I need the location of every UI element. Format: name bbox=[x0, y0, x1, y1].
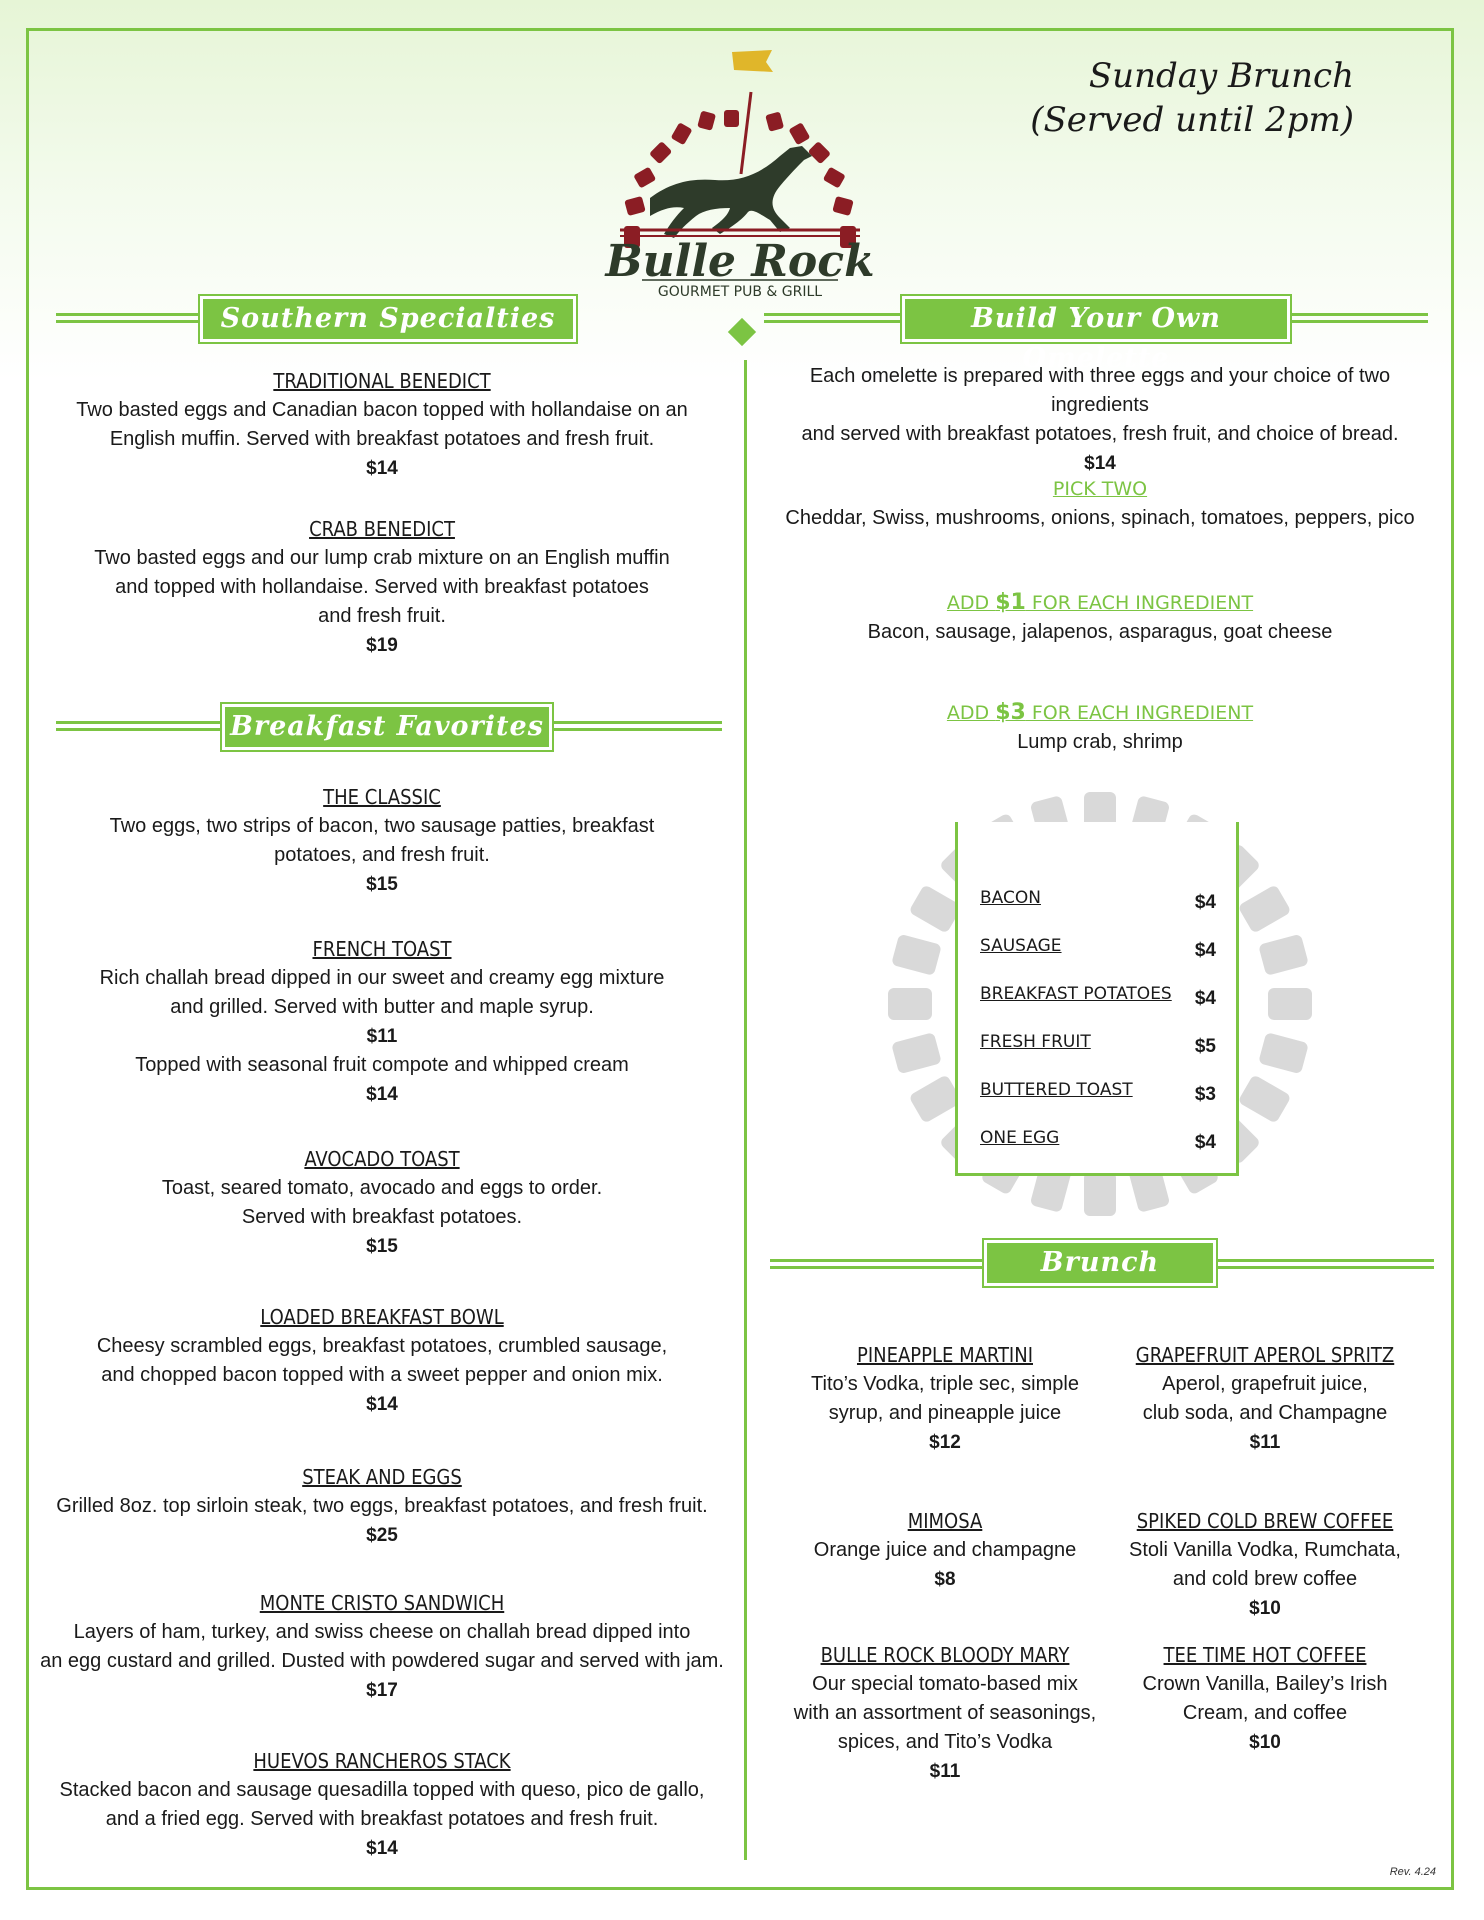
side-item-fresh-fruit bbox=[980, 1032, 1216, 1062]
menu-item-steak-and-eggs bbox=[36, 1462, 728, 1550]
item-name: CRAB BENEDICT bbox=[309, 517, 455, 541]
drink-description-line: with an assortment of seasonings, bbox=[793, 1702, 1097, 1724]
omelette-add-3 bbox=[762, 698, 1438, 757]
item-name: FRENCH TOAST bbox=[312, 937, 452, 961]
menu-item-traditional-benedict bbox=[46, 366, 718, 483]
drink-spiked-cold-brew-coffee bbox=[1110, 1506, 1420, 1623]
drink-price: $8 bbox=[934, 1569, 956, 1590]
drink-description-line: club soda, and Champagne bbox=[1142, 1402, 1388, 1424]
drink-tee-time-hot-coffee bbox=[1110, 1640, 1420, 1757]
drink-price: $10 bbox=[1249, 1732, 1281, 1753]
drink-pineapple-martini bbox=[780, 1340, 1110, 1457]
header-line-1: Sunday Brunch bbox=[1088, 56, 1354, 96]
bulle-rock-logo bbox=[605, 48, 875, 300]
add-1-items: Bacon, sausage, jalapenos, asparagus, goat cheese bbox=[867, 621, 1333, 643]
item-price: $19 bbox=[366, 635, 398, 656]
item-name: AVOCADO TOAST bbox=[304, 1147, 460, 1171]
side-item-name: BUTTERED TOAST bbox=[980, 1080, 1133, 1100]
drink-bulle-rock-bloody-mary bbox=[780, 1640, 1110, 1786]
side-item-price: $4 bbox=[1194, 1132, 1216, 1153]
item-description-line: Layers of ham, turkey, and swiss cheese on challah bread dipped into bbox=[73, 1621, 691, 1643]
menu-item-loaded-breakfast-bowl bbox=[46, 1302, 718, 1419]
item-name: HUEVOS RANCHEROS STACK bbox=[253, 1749, 511, 1773]
pick-two-heading: PICK TWO bbox=[1052, 478, 1148, 500]
logo-name: Bulle Rock bbox=[605, 236, 875, 287]
item-description-line: potatoes, and fresh fruit. bbox=[274, 844, 490, 866]
item-description-line: and chopped bacon topped with a sweet pepper and onion mix. bbox=[101, 1364, 663, 1386]
item-description-line: Two basted eggs and Canadian bacon topped with hollandaise on an bbox=[76, 399, 688, 421]
drink-mimosa bbox=[780, 1506, 1110, 1594]
menu-item-french-toast bbox=[46, 934, 718, 1109]
drink-description-line: Tito’s Vodka, triple sec, simple bbox=[811, 1373, 1079, 1395]
side-item-price: $5 bbox=[1194, 1036, 1216, 1057]
item-description-line: Two eggs, two strips of bacon, two sausage patties, breakfast bbox=[109, 815, 655, 837]
drink-price: $11 bbox=[929, 1761, 961, 1782]
drink-name: BULLE ROCK BLOODY MARY bbox=[820, 1643, 1070, 1667]
item-price: $17 bbox=[366, 1680, 398, 1701]
item-price: $15 bbox=[366, 1236, 398, 1257]
logo-horse-arch-icon bbox=[605, 48, 875, 300]
side-item-name: BREAKFAST POTATOES bbox=[980, 984, 1172, 1004]
add-3-amount: $3 bbox=[995, 700, 1026, 725]
menu-item-crab-benedict bbox=[46, 514, 718, 660]
wreath-block bbox=[891, 1032, 942, 1074]
omelette-intro-line: and served with breakfast potatoes, fresh fruit, and choice of bread. bbox=[801, 423, 1399, 445]
item-description-line: Rich challah bread dipped in our sweet and creamy egg mixture bbox=[99, 967, 665, 989]
menu-item-the-classic bbox=[46, 782, 718, 899]
drink-name: SPIKED COLD BREW COFFEE bbox=[1136, 1509, 1394, 1533]
item-description-line: Stacked bacon and sausage quesadilla topped with queso, pico de gallo, bbox=[59, 1779, 705, 1801]
drink-price: $11 bbox=[1249, 1432, 1281, 1453]
breakfast-favorites-banner: Breakfast Favorites bbox=[222, 704, 552, 750]
brunch-drinks-banner: Brunch Drinks bbox=[984, 1240, 1216, 1286]
item-description-line: Toast, seared tomato, avocado and eggs to order. bbox=[161, 1177, 603, 1199]
drink-description-line: Stoli Vanilla Vodka, Rumchata, bbox=[1128, 1539, 1401, 1561]
side-item-sausage bbox=[980, 936, 1216, 966]
side-item-name: BACON bbox=[980, 888, 1041, 908]
wreath-block bbox=[888, 988, 932, 1020]
side-item-one-egg bbox=[980, 1128, 1216, 1158]
item-description-line: English muffin. Served with breakfast potatoes and fresh fruit. bbox=[109, 428, 655, 450]
wreath-block bbox=[1237, 1074, 1291, 1124]
drink-name: MIMOSA bbox=[907, 1509, 983, 1533]
item-price: $14 bbox=[366, 458, 398, 479]
logo-tagline: GOURMET PUB & GRILL bbox=[657, 284, 823, 300]
column-divider bbox=[744, 360, 747, 1860]
item-name: THE CLASSIC bbox=[323, 785, 441, 809]
add-3-prefix: ADD bbox=[946, 702, 996, 724]
item-price: $25 bbox=[366, 1525, 398, 1546]
side-item-name: FRESH FRUIT bbox=[980, 1032, 1091, 1052]
wreath-block bbox=[1258, 934, 1309, 976]
item-description-line: Two basted eggs and our lump crab mixture on an English muffin bbox=[94, 547, 670, 569]
item-name: MONTE CRISTO SANDWICH bbox=[259, 1591, 505, 1615]
drink-description-line: spices, and Tito’s Vodka bbox=[837, 1731, 1053, 1753]
item-name: STEAK AND EGGS bbox=[302, 1465, 462, 1489]
item-description-line: Grilled 8oz. top sirloin steak, two eggs, breakfast potatoes, and fresh fruit. bbox=[56, 1495, 708, 1517]
omelette-add-1 bbox=[762, 588, 1438, 647]
wreath-block bbox=[1258, 1032, 1309, 1074]
header-title bbox=[1030, 54, 1354, 142]
pick-two-items: Cheddar, Swiss, mushrooms, onions, spinach, tomatoes, peppers, pico bbox=[785, 507, 1415, 529]
item-description-line: Cheesy scrambled eggs, breakfast potatoes, crumbled sausage, bbox=[96, 1335, 668, 1357]
item-name: TRADITIONAL BENEDICT bbox=[273, 369, 491, 393]
side-item-price: $4 bbox=[1194, 892, 1216, 913]
add-3-heading bbox=[762, 698, 1438, 728]
menu-item-avocado-toast bbox=[46, 1144, 718, 1261]
item-name: LOADED BREAKFAST BOWL bbox=[260, 1305, 504, 1329]
add-1-suffix: FOR EACH INGREDIENT bbox=[1025, 592, 1254, 614]
drink-description-line: syrup, and pineapple juice bbox=[828, 1402, 1062, 1424]
add-1-heading bbox=[762, 588, 1438, 618]
wreath-block bbox=[1268, 988, 1312, 1020]
item-price: $14 bbox=[366, 1838, 398, 1859]
side-item-breakfast-potatoes bbox=[980, 984, 1216, 1014]
southern-specialties-banner: Southern Specialties bbox=[200, 296, 576, 342]
wreath-block bbox=[1237, 884, 1291, 934]
item-description-line: and grilled. Served with butter and maple syrup. bbox=[170, 996, 594, 1018]
menu-item-huevos-rancheros-stack bbox=[36, 1746, 728, 1863]
side-item-price: $3 bbox=[1194, 1084, 1216, 1105]
drink-name: GRAPEFRUIT APEROL SPRITZ bbox=[1135, 1343, 1395, 1367]
item-description-line: an egg custard and grilled. Dusted with powdered sugar and served with jam. bbox=[40, 1650, 724, 1672]
header-line-2: (Served until 2pm) bbox=[1030, 100, 1354, 140]
item-description-line: Served with breakfast potatoes. bbox=[241, 1206, 523, 1228]
menu-item-monte-cristo-sandwich bbox=[30, 1588, 734, 1705]
item-extra-price: $14 bbox=[366, 1084, 398, 1105]
side-item-name: ONE EGG bbox=[980, 1128, 1060, 1148]
build-your-own-omelette-banner: Build Your Own Omelette bbox=[902, 296, 1290, 342]
item-description-line: and a fried egg. Served with breakfast potatoes and fresh fruit. bbox=[105, 1808, 659, 1830]
drink-description-line: and cold brew coffee bbox=[1172, 1568, 1358, 1590]
item-price: $11 bbox=[366, 1026, 398, 1047]
drink-description-line: Crown Vanilla, Bailey’s Irish bbox=[1142, 1673, 1388, 1695]
drink-price: $12 bbox=[929, 1432, 961, 1453]
drink-description-line: Our special tomato-based mix bbox=[812, 1673, 1078, 1695]
omelette-price: $14 bbox=[1084, 453, 1116, 474]
wreath-block bbox=[891, 934, 942, 976]
side-orders-box bbox=[955, 822, 1239, 1176]
add-3-items: Lump crab, shrimp bbox=[1017, 731, 1183, 753]
side-item-price: $4 bbox=[1194, 940, 1216, 961]
drink-name: TEE TIME HOT COFFEE bbox=[1163, 1643, 1367, 1667]
item-price: $14 bbox=[366, 1394, 398, 1415]
side-item-bacon bbox=[980, 888, 1216, 918]
revision-note: Rev. 4.24 bbox=[1389, 1866, 1436, 1878]
item-extra: Topped with seasonal fruit compote and whipped cream bbox=[135, 1054, 629, 1076]
item-price: $15 bbox=[366, 874, 398, 895]
drink-price: $10 bbox=[1249, 1598, 1281, 1619]
item-description-line: and fresh fruit. bbox=[318, 605, 446, 627]
wreath-block bbox=[1084, 1172, 1116, 1216]
drink-grapefruit-aperol-spritz bbox=[1110, 1340, 1420, 1457]
add-1-prefix: ADD bbox=[946, 592, 996, 614]
drink-description-line: Orange juice and champagne bbox=[813, 1539, 1077, 1561]
omelette-pick-two bbox=[762, 474, 1438, 533]
drink-description-line: Cream, and coffee bbox=[1182, 1702, 1348, 1724]
side-item-price: $4 bbox=[1194, 988, 1216, 1009]
side-item-buttered-toast bbox=[980, 1080, 1216, 1110]
side-item-name: SAUSAGE bbox=[980, 936, 1062, 956]
item-description-line: and topped with hollandaise. Served with breakfast potatoes bbox=[115, 576, 649, 598]
add-1-amount: $1 bbox=[995, 590, 1026, 615]
drink-description-line: Aperol, grapefruit juice, bbox=[1162, 1373, 1368, 1395]
omelette-intro-line: Each omelette is prepared with three eggs and your choice of two ingredients bbox=[809, 365, 1391, 416]
omelette-intro bbox=[762, 362, 1438, 478]
drink-name: PINEAPPLE MARTINI bbox=[856, 1343, 1033, 1367]
add-3-suffix: FOR EACH INGREDIENT bbox=[1025, 702, 1254, 724]
